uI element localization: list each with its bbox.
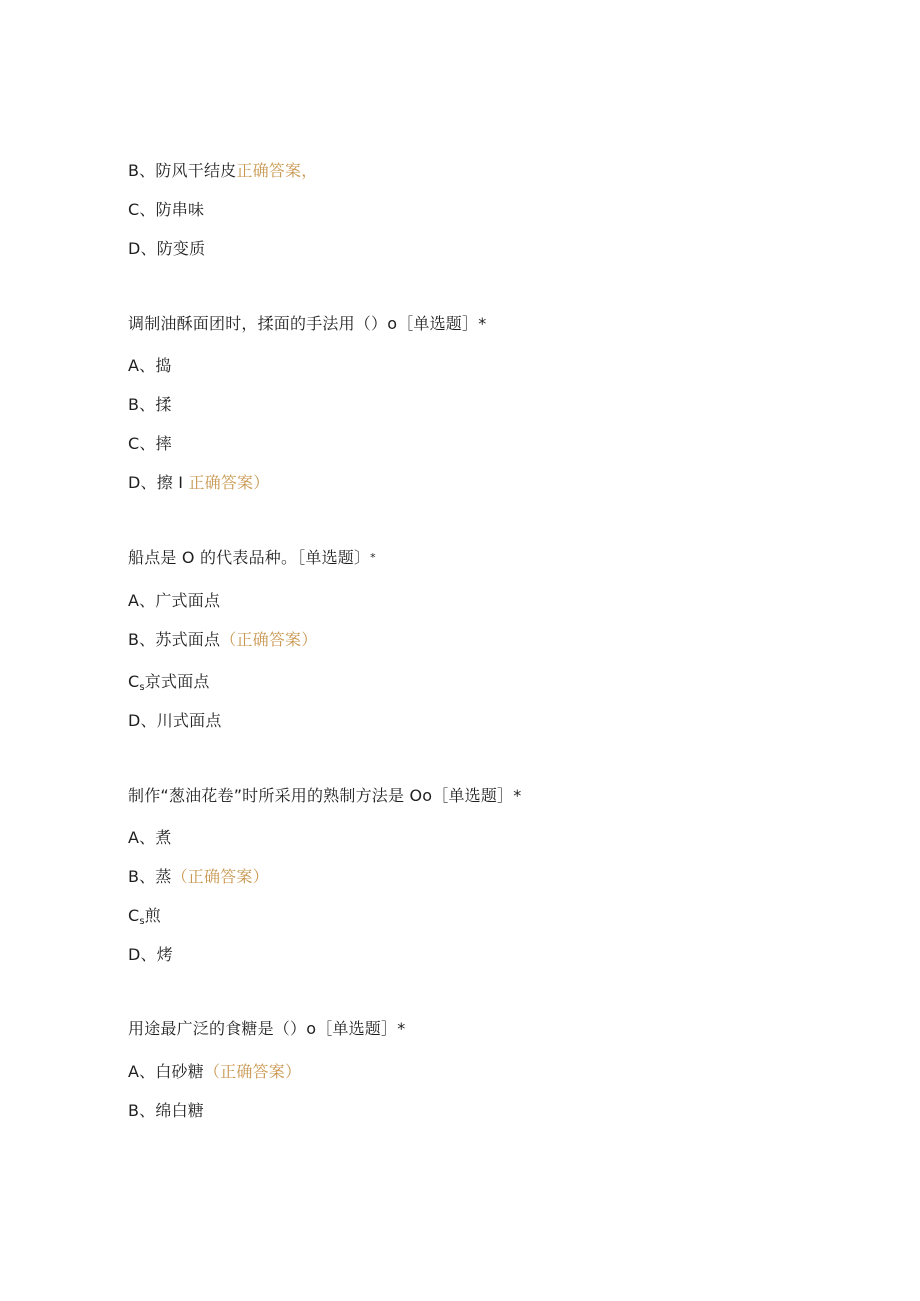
question-text: 调制油酥面团时，揉面的手法用（）o［单选题］* xyxy=(128,314,487,333)
option-a xyxy=(128,355,172,377)
option-b xyxy=(128,394,172,416)
option-d xyxy=(128,472,269,494)
option-d-spoil xyxy=(128,238,205,260)
option-label: A、煮 xyxy=(128,828,172,847)
option-letter: C xyxy=(128,906,140,925)
correct-answer-mark: （正确答案） xyxy=(203,1062,302,1081)
correct-answer-mark: 正确答案） xyxy=(188,473,270,492)
option-c xyxy=(128,433,172,455)
option-label: B、防风干结皮 xyxy=(128,161,237,180)
option-label: 煎 xyxy=(144,906,161,925)
option-label: B、苏式面点 xyxy=(128,630,221,649)
option-b xyxy=(128,629,317,651)
option-c xyxy=(128,671,210,699)
question-text: 船点是 O 的代表品种。［单选题〕 xyxy=(128,548,371,567)
option-b xyxy=(128,1100,204,1122)
option-label: 京式面点 xyxy=(144,672,210,691)
option-d xyxy=(128,944,173,966)
option-a xyxy=(128,827,172,849)
option-c xyxy=(128,905,161,933)
option-b xyxy=(128,866,269,888)
option-d xyxy=(128,710,222,732)
option-b-dry-skin xyxy=(128,160,317,182)
question-boat-pastry xyxy=(128,547,376,569)
option-label: C、摔 xyxy=(128,434,172,453)
question-kneading-technique xyxy=(128,313,486,335)
correct-answer-mark: （正确答案） xyxy=(220,630,318,649)
option-label: D、川式面点 xyxy=(128,711,222,730)
correct-answer-mark: （正确答案） xyxy=(171,867,269,886)
question-sugar xyxy=(128,1018,405,1040)
option-label: A、广式面点 xyxy=(128,591,221,610)
question-text: 制作“葱油花卷”时所采用的熟制方法是 Oo［单选题］* xyxy=(128,786,522,805)
option-label: A、白砂糖 xyxy=(128,1062,204,1081)
question-scallion-roll xyxy=(128,785,521,807)
option-label: C、防串味 xyxy=(128,200,205,219)
option-label: B、揉 xyxy=(128,395,172,414)
option-subscript: s xyxy=(139,682,145,693)
required-star: * xyxy=(370,551,376,564)
option-a xyxy=(128,1061,301,1083)
option-label: D、烤 xyxy=(128,945,173,964)
option-a xyxy=(128,590,220,612)
correct-answer-mark: 正确答案， xyxy=(236,161,318,180)
option-label: D、擦 I xyxy=(128,473,184,492)
option-label: A、捣 xyxy=(128,356,172,375)
option-label: B、蒸 xyxy=(128,867,172,886)
question-text: 用途最广泛的食糖是（）o［单选题］* xyxy=(128,1019,406,1038)
option-subscript: s xyxy=(139,916,145,927)
option-label: D、防变质 xyxy=(128,239,206,258)
option-label: B、绵白糖 xyxy=(128,1101,204,1120)
option-c-flavor xyxy=(128,199,204,221)
option-letter: C xyxy=(128,672,140,691)
